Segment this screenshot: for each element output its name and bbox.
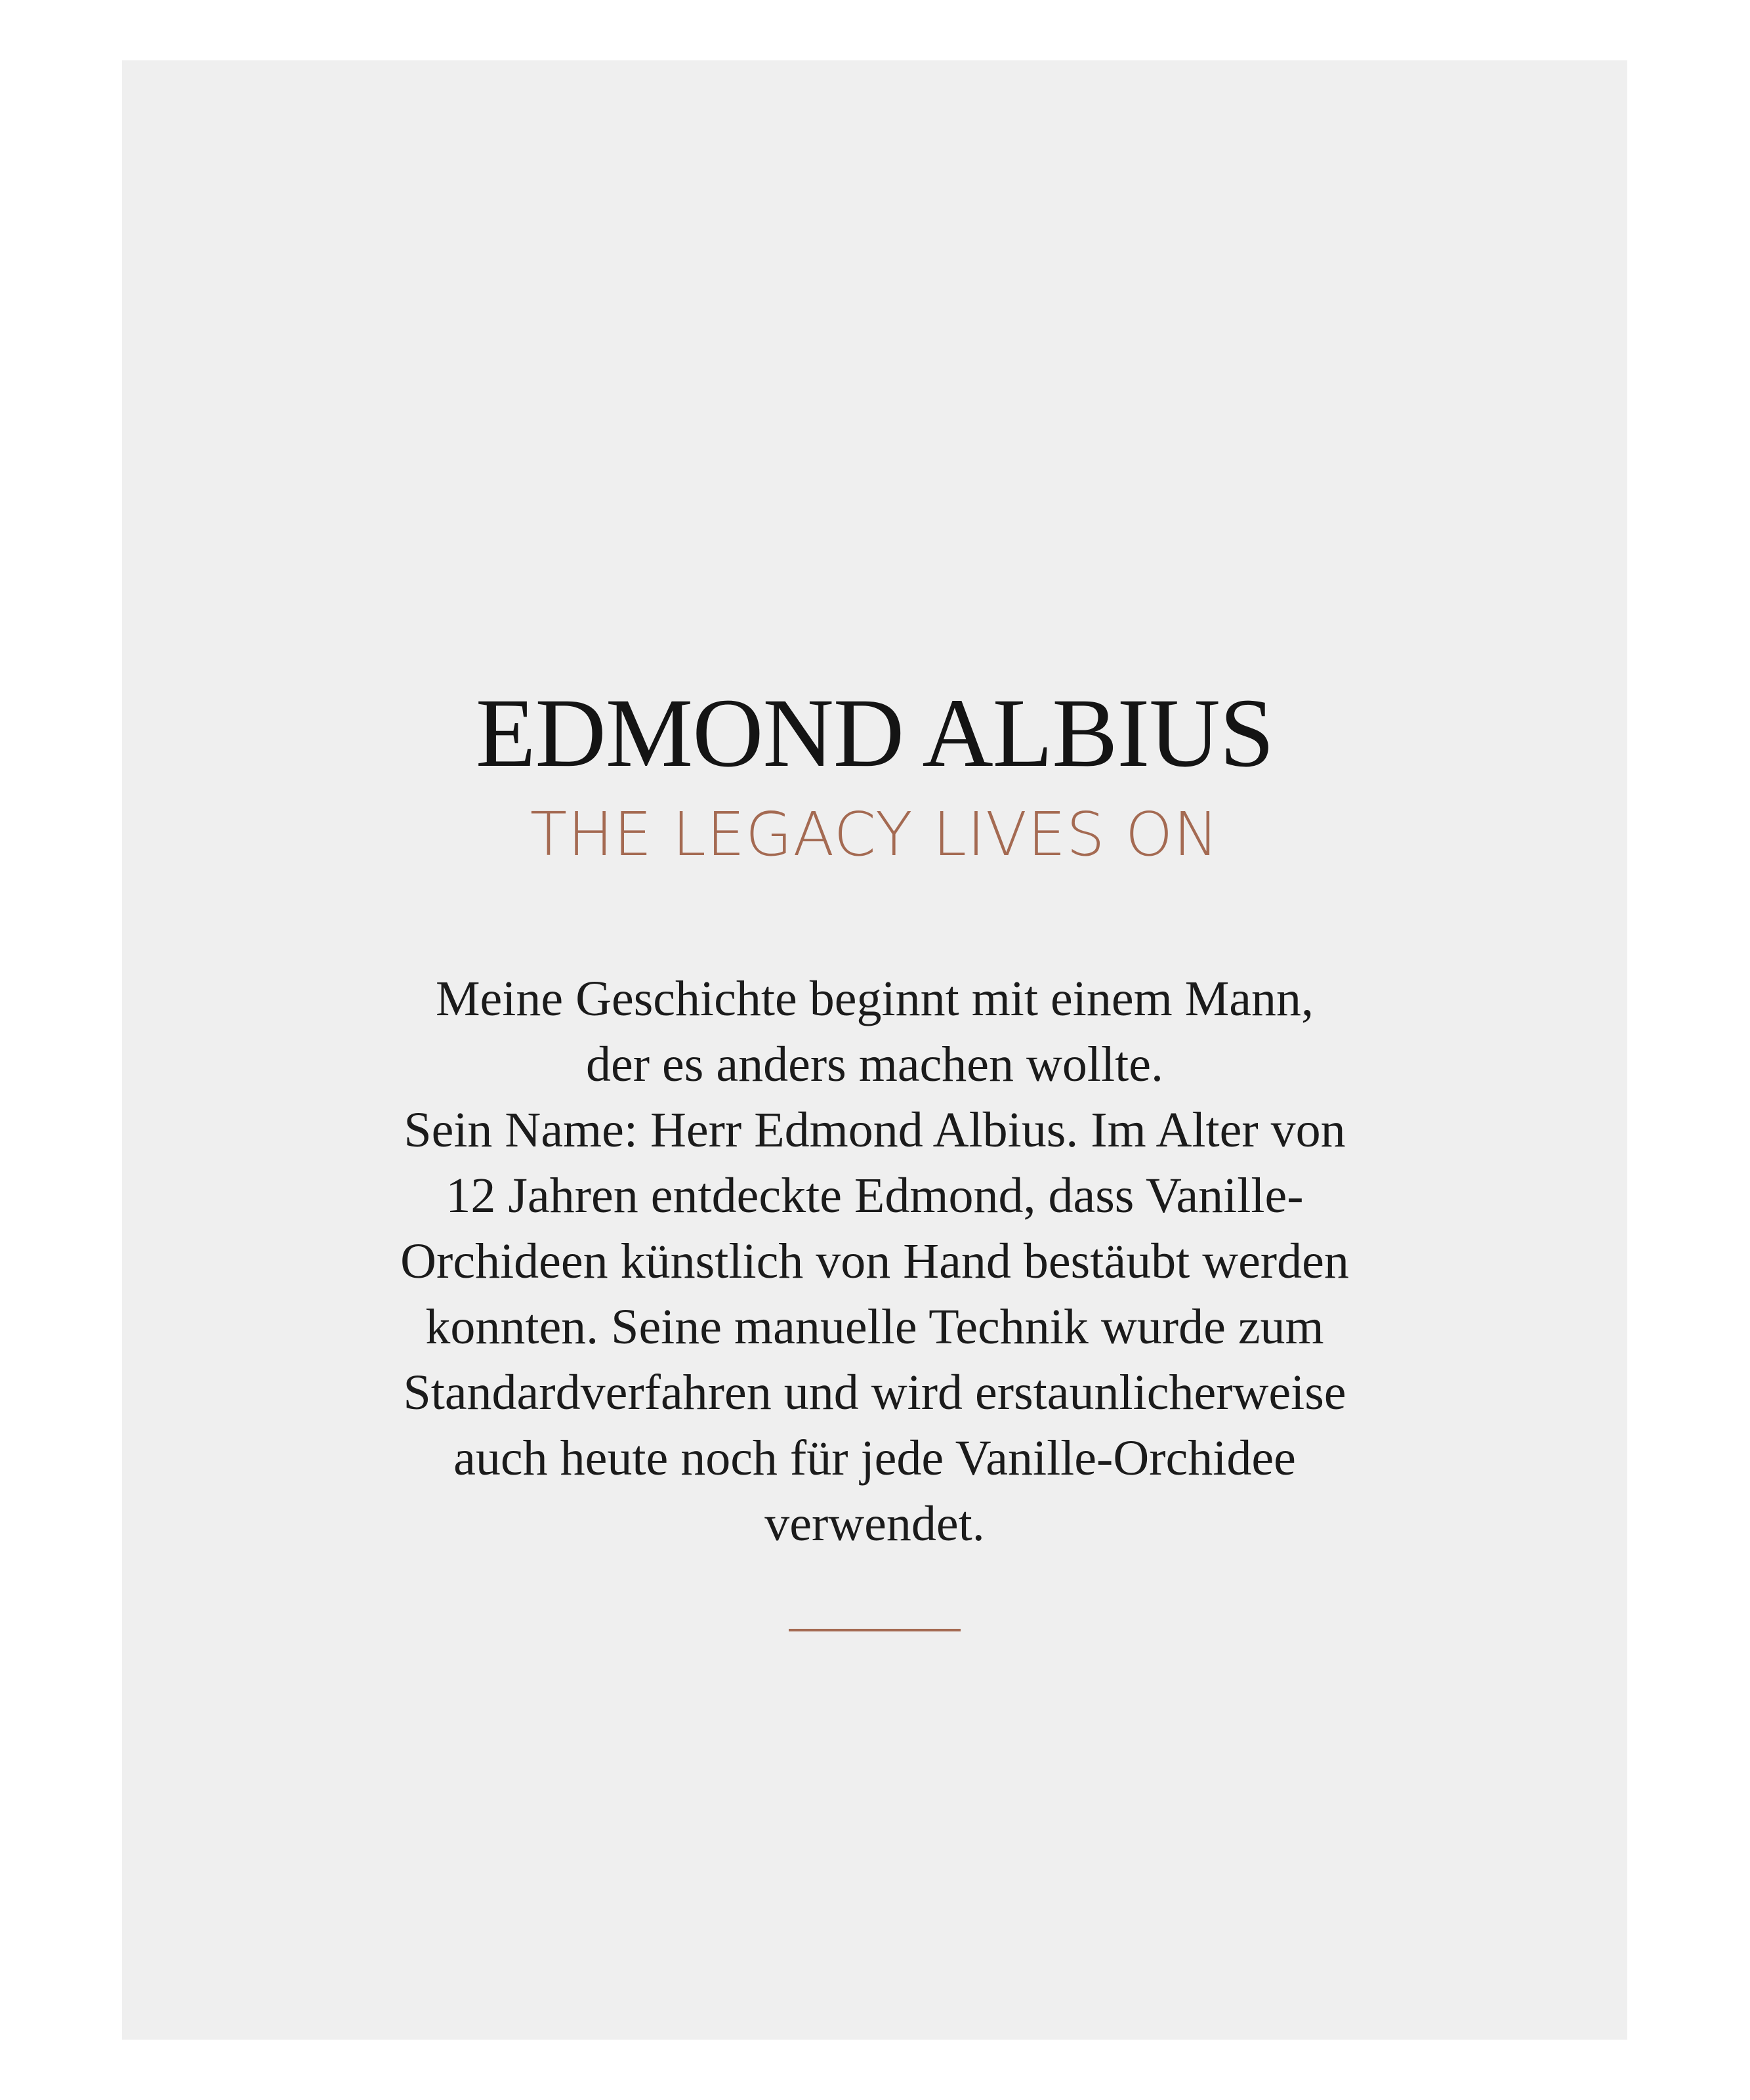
content-panel: [122, 60, 1627, 2040]
story-line: Meine Geschichte beginnt mit einem Mann,: [435, 971, 1314, 1026]
story-line: 12 Jahren entdeckte Edmond, dass Vanille-: [446, 1168, 1304, 1223]
story-line: Orchideen künstlich von Hand bestäubt werden: [400, 1234, 1349, 1289]
page-subtitle: THE LEGACY LIVES ON: [530, 799, 1220, 870]
story-line: auch heute noch für jede Vanille-Orchidee: [453, 1431, 1296, 1486]
story-section: [122, 679, 1627, 1631]
story-line: der es anders machen wollte.: [586, 1037, 1163, 1092]
story-line: Sein Name: Herr Edmond Albius. Im Alter von: [404, 1102, 1346, 1158]
accent-divider: [789, 1629, 961, 1631]
story-line: konnten. Seine manuelle Technik wurde zum: [425, 1299, 1324, 1354]
story-paragraph: [297, 966, 1452, 1557]
story-line: verwendet.: [764, 1496, 985, 1551]
page-title: EDMOND ALBIUS: [475, 679, 1274, 788]
story-line: Standardverfahren und wird erstaunlicherweise: [403, 1365, 1346, 1420]
